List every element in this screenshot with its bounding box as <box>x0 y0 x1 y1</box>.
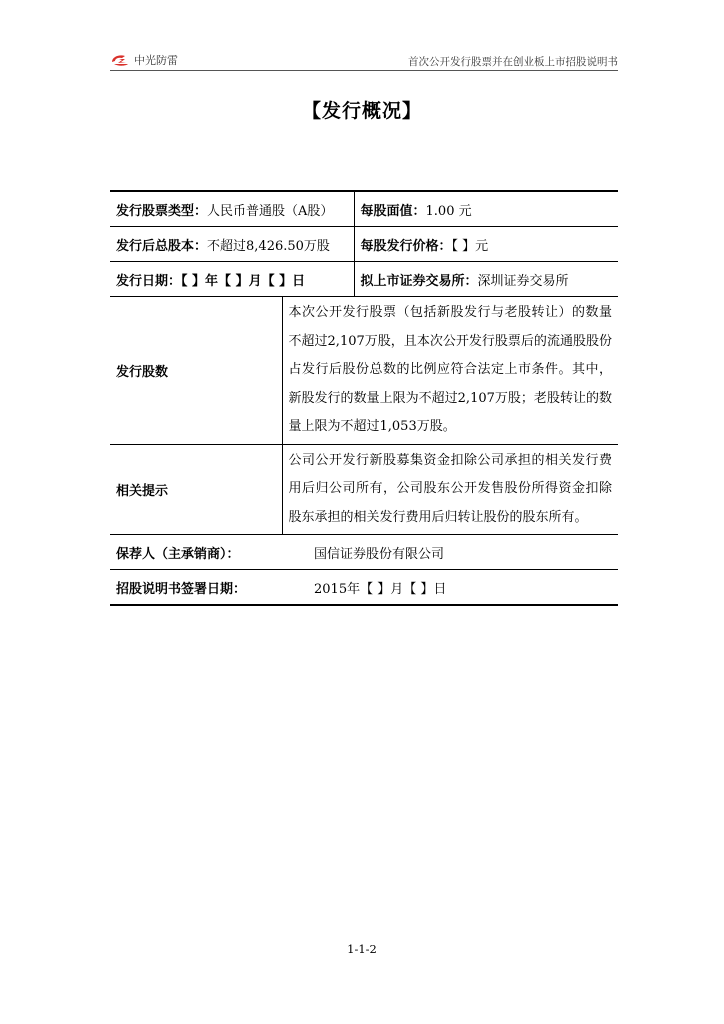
total-shares-value: 不超过8,426.50万股 <box>207 238 330 254</box>
exchange-cell <box>354 262 618 297</box>
par-value-value: 1.00 元 <box>425 203 472 219</box>
sign-date-value: 2015年【 】月【 】日 <box>314 581 447 597</box>
related-notice-text-cell <box>282 444 618 535</box>
total-shares-label: 发行后总股本： <box>116 238 208 254</box>
issue-quantity-label: 发行股数 <box>116 364 169 380</box>
table-row <box>110 227 618 262</box>
sign-date-value-cell <box>282 570 618 606</box>
table-row <box>110 570 618 606</box>
issue-quantity-text-cell <box>282 297 618 445</box>
par-value-label: 每股面值： <box>360 203 426 219</box>
sponsor-label: 保荐人（主承销商）： <box>116 546 240 562</box>
company-name: 中光防雷 <box>134 54 178 67</box>
issue-date-label: 发行日期： <box>116 273 182 289</box>
exchange-label: 拟上市证券交易所： <box>360 273 478 289</box>
page-title: 【发行概况】 <box>301 100 422 122</box>
company-logo-icon <box>110 53 132 67</box>
sponsor-value-cell <box>282 535 618 570</box>
header-divider <box>110 70 618 71</box>
issue-price-value: 【 】元 <box>451 238 489 254</box>
company-logo <box>110 52 178 68</box>
stock-type-label: 发行股票类型： <box>116 203 208 219</box>
page-header <box>110 50 618 70</box>
issue-date-value: 【 】年【 】月【 】日 <box>181 273 306 289</box>
table-row <box>110 535 618 570</box>
page-number: 1-1-2 <box>347 942 377 956</box>
issue-quantity-label-cell <box>110 297 282 445</box>
related-notice-label-cell <box>110 444 282 535</box>
table-row <box>110 297 618 445</box>
issuance-overview-table <box>110 190 618 606</box>
table-row <box>110 262 618 297</box>
par-value-cell <box>354 191 618 227</box>
sponsor-value: 国信证券股份有限公司 <box>314 546 445 562</box>
sign-date-label: 招股说明书签署日期： <box>116 581 247 597</box>
related-notice-text: 公司公开发行新股募集资金扣除公司承担的相关发行费用后归公司所有，公司股东公开发售股份所得资金扣除股东承担的相关发行费用后归转让股份的股东所有。 <box>288 452 612 525</box>
total-shares-cell <box>110 227 354 262</box>
sign-date-label-cell <box>110 570 282 606</box>
issue-price-cell <box>354 227 618 262</box>
issue-price-label: 每股发行价格： <box>360 238 452 254</box>
issue-date-cell <box>110 262 354 297</box>
sponsor-label-cell <box>110 535 282 570</box>
table-row <box>110 444 618 535</box>
document-title: 首次公开发行股票并在创业板上市招股说明书 <box>408 56 618 68</box>
table-row <box>110 191 618 227</box>
stock-type-cell <box>110 191 354 227</box>
related-notice-label: 相关提示 <box>116 483 169 499</box>
exchange-value: 深圳证券交易所 <box>477 273 569 289</box>
issue-quantity-text: 本次公开发行股票（包括新股发行与老股转让）的数量不超过2,107万股，且本次公开发行股票后的流通股股份占发行后股份总数的比例应符合法定上市条件。其中，新股发行的数量上限为不超过2,107万股；老股转让的数量上限为不超过1,053万股。 <box>288 305 612 434</box>
stock-type-value: 人民币普通股（A股） <box>207 203 334 219</box>
